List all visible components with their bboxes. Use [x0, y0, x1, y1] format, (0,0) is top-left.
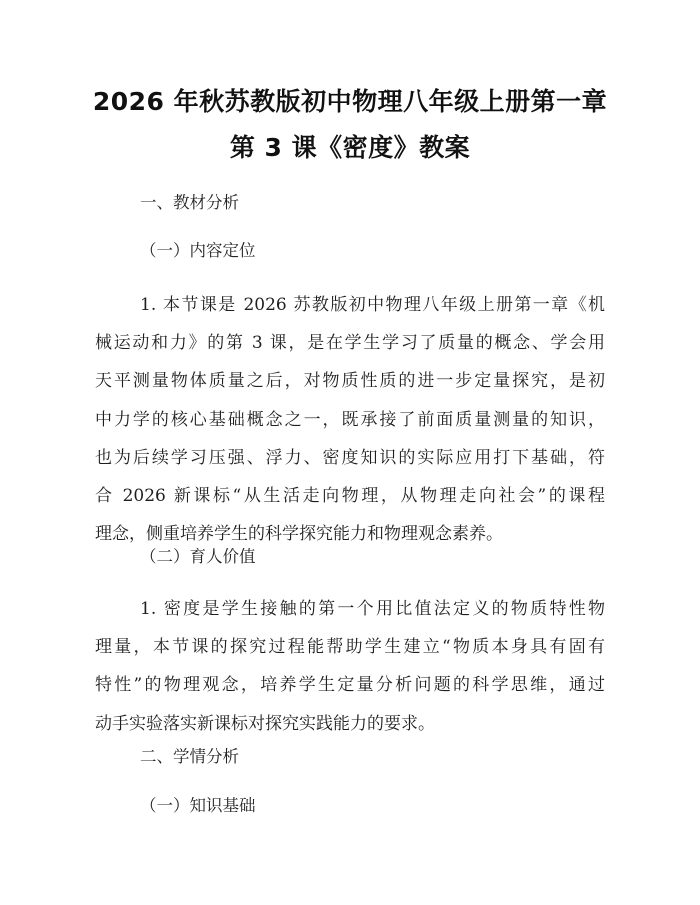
paragraph-line: 天平测量物体质量之后，对物质性质的进一步定量探究，是初: [95, 371, 605, 392]
subsection-heading-content-positioning: （一）内容定位: [140, 241, 256, 260]
paragraph-content-positioning: [95, 286, 605, 553]
subsection-heading-educational-value: （二）育人价值: [140, 547, 256, 566]
subsection-heading-knowledge-foundation: （一）知识基础: [140, 796, 256, 815]
document-title-line-2: 第 3 课《密度》教案: [229, 133, 471, 162]
section-heading-teaching-material-analysis: 一、教材分析: [140, 193, 239, 212]
document-title-line-1: 2026 年秋苏教版初中物理八年级上册第一章: [92, 87, 608, 116]
paragraph-educational-value: [95, 590, 605, 743]
paragraph-line: 中力学的核心基础概念之一，既承接了前面质量测量的知识，: [95, 409, 605, 430]
paragraph-line: 合 2026 新课标“从生活走向物理，从物理走向社会”的课程: [95, 485, 605, 506]
paragraph-line: 理量，本节课的探究过程能帮助学生建立“物质本身具有固有: [95, 637, 605, 658]
paragraph-line: 1. 密度是学生接触的第一个用比值法定义的物质特性物: [140, 599, 605, 619]
paragraph-line: 1. 本节课是 2026 苏教版初中物理八年级上册第一章《机: [140, 295, 605, 315]
paragraph-line: 也为后续学习压强、浮力、密度知识的实际应用打下基础，符: [95, 447, 605, 468]
paragraph-line: 动手实验落实新课标对探究实践能力的要求。: [95, 713, 435, 734]
paragraph-line: 特性”的物理观念，培养学生定量分析问题的科学思维，通过: [95, 675, 605, 696]
paragraph-line: 械运动和力》的第 3 课，是在学生学习了质量的概念、学会用: [95, 333, 605, 354]
paragraph-line: 理念，侧重培养学生的科学探究能力和物理观念素养。: [95, 524, 503, 545]
section-heading-learner-analysis: 二、学情分析: [140, 747, 239, 766]
